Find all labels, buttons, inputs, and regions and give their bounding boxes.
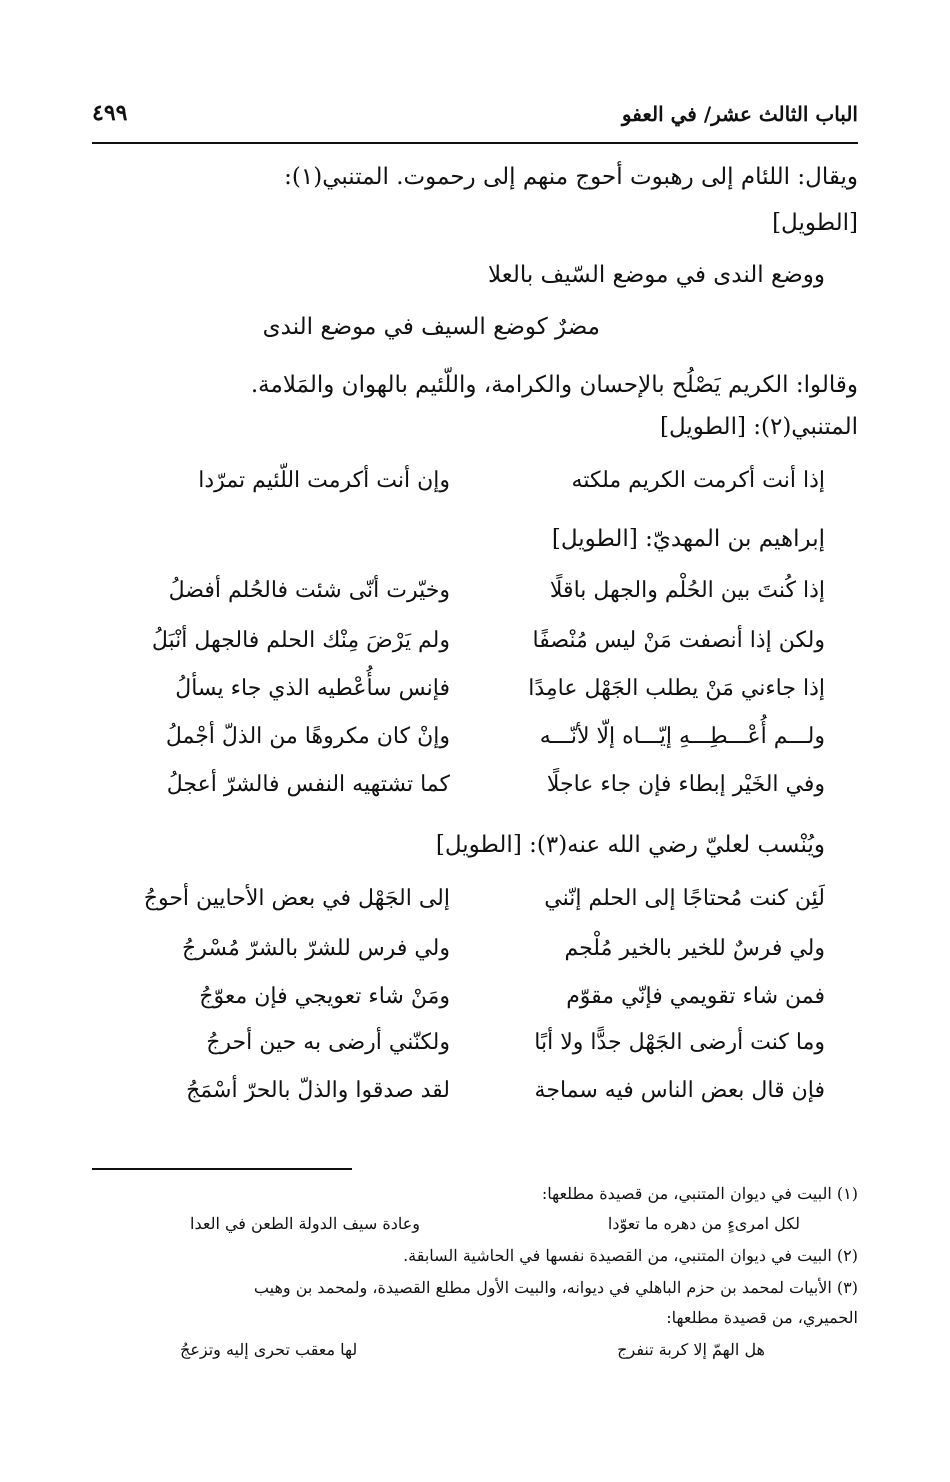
attribution-ali: ويُنْسب لعليّ رضي الله عنه(٣): [الطويل] [435, 832, 825, 858]
verse-4-3-left: ومَنْ شاء تعويجي فإن معوّجُ [199, 984, 450, 1009]
paragraph-1-line-2: [الطويل] [772, 210, 858, 236]
verse-3-1-right: إذا كُنتَ بين الحُلْم والجهل باقلًا [549, 578, 825, 603]
footnote-1: (١) البيت في ديوان المتنبي، من قصيدة مطلعها: [541, 1184, 858, 1203]
verse-3-3-right: إذا جاءني مَنْ يطلب الجَهْل عامِدًا [528, 676, 825, 701]
footnote-2: (٢) البيت في ديوان المتنبي، من القصيدة نفسها في الحاشية السابقة. [403, 1246, 858, 1265]
verse-3-4-right: ولـــم أُعْـــطِـــهِ إيّـــاه إلّا لأنّـــه [539, 724, 825, 749]
footnote-3-line-2: الحميري، من قصيدة مطلعها: [666, 1308, 858, 1327]
verse-2-right-hemistich: إذا أنت أكرمت الكريم ملكته [571, 468, 825, 493]
paragraph-1-line-1: ويقال: اللئام إلى رهبوت أحوج منهم إلى رحموت. المتنبي(١): [284, 164, 858, 190]
header-rule [92, 142, 858, 144]
paragraph-2-line-2: المتنبي(٢): [الطويل] [660, 414, 858, 440]
verse-3-5-right: وفي الخَيْر إبطاء فإن جاء عاجلًا [546, 772, 825, 797]
verse-4-4-left: ولكنّني أرضى به حين أحرجُ [206, 1030, 450, 1055]
verse-3-3-left: فإنس سأُعْطيه الذي جاء يسألُ [175, 676, 450, 701]
footnote-3-verse-right: هل الهمّ إلا كربة تنفرج [617, 1340, 765, 1359]
verse-1-line-2: مضرٌ كوضع السيف في موضع الندى [262, 314, 600, 340]
verse-4-3-right: فمن شاء تقويمي فإنّي مقوّم [566, 984, 825, 1009]
verse-3-4-left: وإنْ كان مكروهًا من الذلّ أجْملُ [165, 724, 450, 749]
verse-4-5-left: لقد صدقوا والذلّ بالحرّ أسْمَجُ [186, 1078, 450, 1103]
footnote-rule [92, 1168, 352, 1170]
running-head [92, 96, 858, 136]
footnote-3-line-1: (٣) الأبيات لمحمد بن حزم الباهلي في ديوانه، والبيت الأول مطلع القصيدة، ولمحمد بن وهيب [253, 1278, 858, 1297]
paragraph-2-line-1: وقالوا: الكريم يَصْلُح بالإحسان والكرامة، واللّئيم بالهوان والمَلامة. [250, 372, 858, 398]
verse-1-line-1: ووضع الندى في موضع السّيف بالعلا [488, 262, 825, 288]
footnote-1-verse-right: لكل امرىءٍ من دهره ما تعوّدا [607, 1214, 800, 1233]
verse-2-left-hemistich: وإن أنت أكرمت اللّئيم تمرّدا [198, 468, 450, 493]
verse-3-5-left: كما تشتهيه النفس فالشرّ أعجلُ [166, 772, 450, 797]
verse-4-1-left: إلى الجَهْل في بعض الأحايين أحوجُ [143, 886, 450, 911]
verse-4-2-right: ولي فرسٌ للخير بالخير مُلْجم [564, 936, 825, 961]
footnote-3-verse-left: لها معقب تحرى إليه وتزعجُ [180, 1340, 358, 1359]
verse-3-2-left: ولم يَرْضَ مِنْك الحلم فالجهل أنْبَلُ [151, 628, 450, 653]
footnote-1-verse-left: وعادة سيف الدولة الطعن في العدا [190, 1214, 420, 1233]
page-number: ٤٩٩ [92, 100, 128, 126]
attribution-ibrahim: إبراهيم بن المهديّ: [الطويل] [551, 526, 825, 552]
verse-3-1-left: وخيّرت أنّى شئت فالحُلم أفضلُ [168, 578, 450, 603]
verse-4-2-left: ولي فرس للشرّ بالشرّ مُسْرجُ [182, 936, 450, 961]
verse-3-2-right: ولكن إذا أنصفت مَنْ ليس مُنْصفًا [532, 628, 825, 653]
verse-4-1-right: لَئِن كنت مُحتاجًا إلى الحلم إنّني [544, 886, 825, 911]
verse-4-4-right: وما كنت أرضى الجَهْل جدًّا ولا أبًا [534, 1030, 825, 1055]
verse-4-5-right: فإن قال بعض الناس فيه سماجة [534, 1078, 825, 1103]
chapter-title: الباب الثالث عشر/ في العفو [621, 102, 858, 126]
